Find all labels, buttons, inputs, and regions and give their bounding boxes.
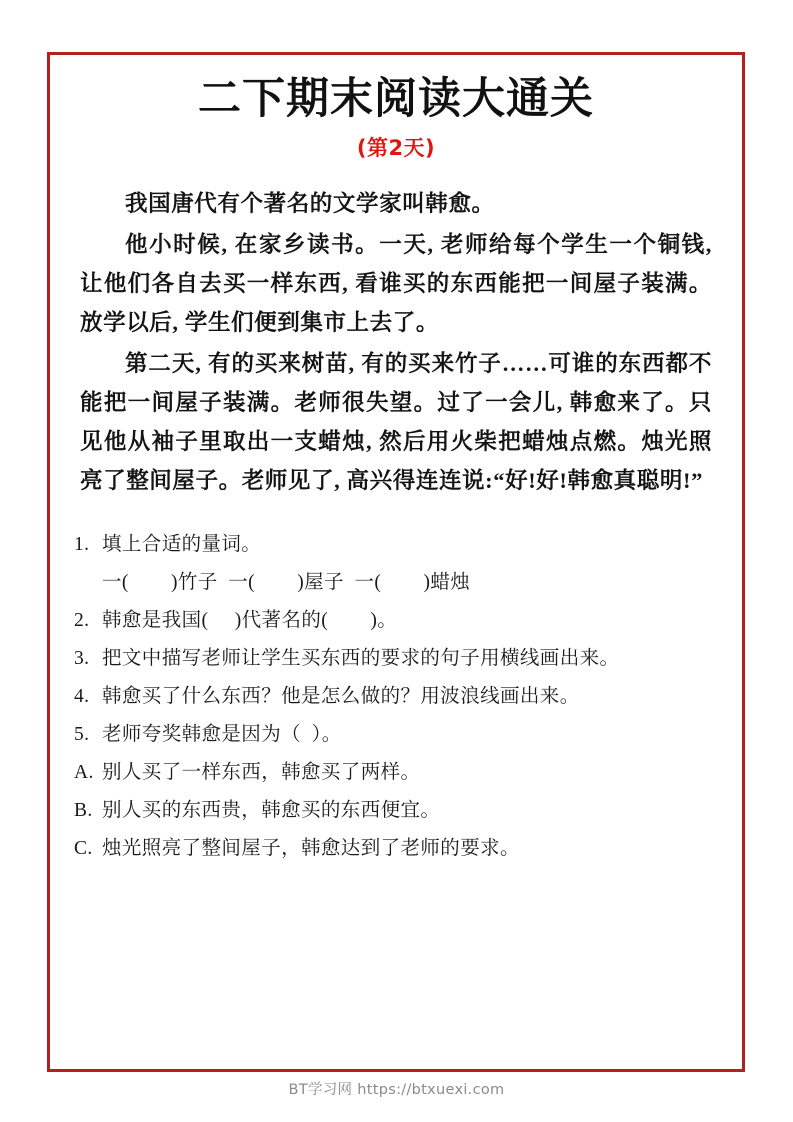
passage-paragraph: 第二天, 有的买来树苗, 有的买来竹子……可谁的东西都不能把一间屋子装满。老师很失望。过了一会儿, 韩愈来了。只见他从袖子里取出一支蜡烛, 然后用火柴把蜡烛点燃。烛光照亮了整间屋子。老师见了, 高兴得连连说:“好!好!韩愈真聪明!” — [80, 351, 712, 494]
question-item-4 — [74, 678, 718, 716]
worksheet-frame — [47, 52, 745, 1072]
question-item-5[interactable] — [74, 716, 718, 754]
page-subtitle: (第2天) — [356, 136, 436, 161]
choice-option-c[interactable] — [74, 830, 718, 868]
question-marker: 5. — [74, 724, 90, 746]
passage-paragraph: 我国唐代有个著名的文学家叫韩愈。 — [125, 191, 495, 217]
question-marker: 1. — [74, 534, 90, 556]
choice-marker: C. — [74, 838, 93, 860]
question-text[interactable]: 一( )竹子 一( )屋子 一( )蜡烛 — [102, 572, 471, 594]
page-title: 二下期末阅读大通关 — [198, 74, 594, 124]
question-text: 填上合适的量词。 — [102, 534, 262, 556]
choice-marker: A. — [74, 762, 94, 784]
question-item-3 — [74, 640, 718, 678]
choice-marker: B. — [74, 800, 93, 822]
title-block — [50, 55, 742, 162]
reading-passage — [80, 184, 712, 500]
question-item-1-blanks[interactable] — [74, 564, 718, 602]
choice-option-a[interactable] — [74, 754, 718, 792]
choice-option-b[interactable] — [74, 792, 718, 830]
question-marker: 2. — [74, 610, 90, 632]
question-text: 把文中描写老师让学生买东西的要求的句子用横线画出来。 — [102, 648, 620, 670]
question-text[interactable]: 老师夸奖韩愈是因为（ ）。 — [102, 724, 342, 746]
choice-text[interactable]: 别人买了一样东西，韩愈买了两样。 — [102, 762, 421, 784]
question-item-2[interactable] — [74, 602, 718, 640]
question-list — [74, 526, 718, 868]
question-marker: 4. — [74, 686, 90, 708]
choice-text[interactable]: 烛光照亮了整间屋子，韩愈达到了老师的要求。 — [102, 838, 520, 860]
question-text[interactable]: 韩愈是我国( )代著名的( )。 — [102, 610, 398, 632]
footer-watermark: BT学习网 https://btxuexi.com — [288, 1082, 505, 1098]
question-text: 韩愈买了什么东西？他是怎么做的？用波浪线画出来。 — [102, 686, 580, 708]
choice-text[interactable]: 别人买的东西贵，韩愈买的东西便宜。 — [102, 800, 441, 822]
question-marker: 3. — [74, 648, 90, 670]
question-item-1 — [74, 526, 718, 564]
passage-paragraph: 他小时候, 在家乡读书。一天, 老师给每个学生一个铜钱, 让他们各自去买一样东西, 看谁买的东西能把一间屋子装满。放学以后, 学生们便到集市上去了。 — [80, 232, 712, 336]
